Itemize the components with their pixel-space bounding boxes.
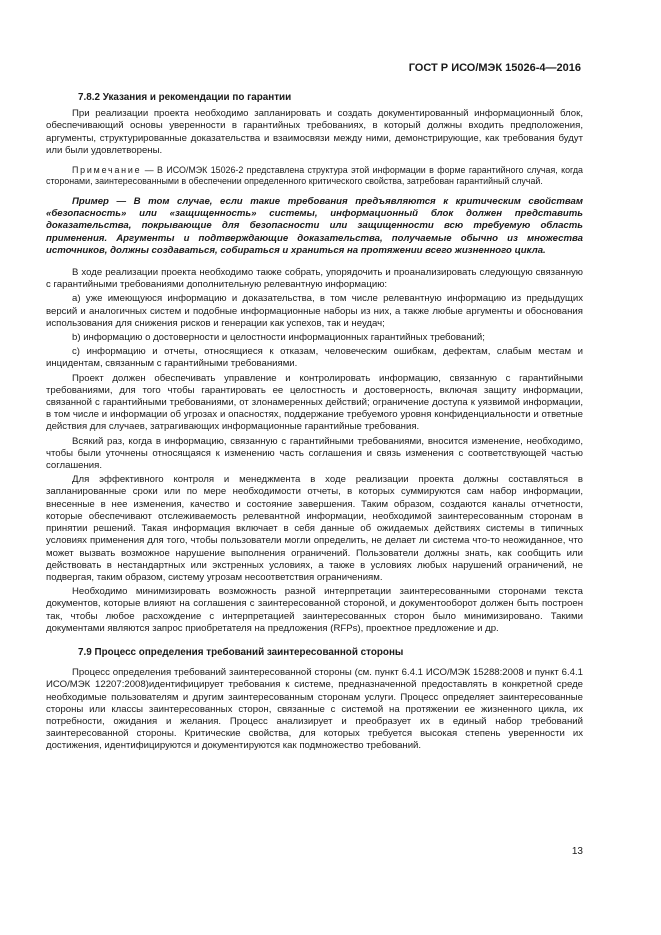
paragraph: Всякий раз, когда в информацию, связанную с гарантийными требованиями, вносится изменение, необходимо, чтобы были уточнены относящаяся к изменению часть соглашения и связь изменения с соответствующей частью соглашения. bbox=[46, 435, 583, 472]
document-body bbox=[46, 92, 583, 755]
paragraph: В ходе реализации проекта необходимо также собрать, упорядочить и проанализировать следующую связанную с гарантийными требованиями дополнительную релевантную информацию: bbox=[46, 267, 583, 291]
list-item-a: a) уже имеющуюся информацию и доказательства, в том числе релевантную информацию из предыдущих версий и аналогичных систем и подобные информационные наборы из них, а также любые аргументы и обоснования использования для снижения рисков и генерации как успехов, так и неудач; bbox=[46, 293, 583, 329]
note bbox=[46, 165, 583, 187]
paragraph: При реализации проекта необходимо запланировать и создать документированный информационный блок, обеспечивающий основы уверенности в гарантийных требованиях, в который должны входить предположения, аргументы, структурированные доказательства и взаимосвязи между ними, демонстрирующие, как требования будут или были удовлетворены. bbox=[46, 108, 583, 156]
document-header: ГОСТ Р ИСО/МЭК 15026-4—2016 bbox=[408, 62, 581, 74]
example bbox=[46, 196, 583, 257]
section-heading-7-8-2: 7.8.2 Указания и рекомендации по гарантии bbox=[78, 92, 292, 103]
list-item-b: b) информацию о достоверности и целостности информационных гарантийных требований; bbox=[72, 332, 485, 344]
page-number: 13 bbox=[571, 846, 583, 857]
paragraph: Для эффективного контроля и менеджмента в ходе реализации проекта должны составляться в запланированные сроки или по мере необходимости отчеты, в которых суммируются сам набор информации, внесенные в нее изменения, качество и состояние завершения. Таким образом, создаются каналы отчетности, которые обеспечивают отслеживаемость релевантной информации, необходимой заинтересованным сторонам в принятии решений. Такая информация включает в себя данные об ожидаемых действиях системы в типичных условиях применения для того, чтобы пользователи могли определить, не делает ли система что-то неожиданное, что может вызвать возможное нарушение выполнения ограничений. Пользователи должны знать, как сообщить или действовать в нестандартных или экстренных условиях, а также в условиях любых нарушений ограничений, не подвергая, таким образом, систему угрозам несоответствия ограничениям. bbox=[46, 474, 583, 583]
list-item-c: c) информацию и отчеты, относящиеся к отказам, человеческим ошибкам, дефектам, слабым местам и инцидентам, связанным с гарантийными требованиями. bbox=[46, 346, 583, 370]
example-label: Пример bbox=[72, 196, 109, 208]
section-heading-7-9: 7.9 Процесс определения требований заинтересованной стороны bbox=[78, 646, 404, 658]
paragraph: Необходимо минимизировать возможность разной интерпретации заинтересованными сторонами текста документов, которые влияют на соглашения с заинтересованной стороной, и документооборот должен быть построен так, чтобы любое расхождение с интерпретацией заинтересованных сторон было минимизировано. Такими документами являются запрос приобретателя на предложения (RFPs), проектное предложение и др. bbox=[46, 586, 583, 634]
paragraph: Проект должен обеспечивать управление и контролировать информацию, связанную с гарантийными требованиями, для того чтобы гарантировать ее целостность и достоверность, включая защиту информации, связанной с гарантийными требованиями, от злонамеренных действий; ограничение доступа к уязвимой информации, в том числе и информации об угрозах и опасностях, поддержание требуемого уровня конфиденциальности и ответные действия для случаев, затрагивающих информационные гарантийные требования. bbox=[46, 372, 583, 433]
example-text: — В том случае, если такие требования предъявляются к критическим свойствам «безопасность» или «защищенность» системы, информационный блок должен представить доказательства, покрывающие для безопасности или защищенности всю требуемую область применения. Аргументы и подтверждающие доказательства, получаемые обычно из множества источников, должны создаваться, собираться и храниться на протяжении всего жизненного цикла. bbox=[46, 196, 583, 256]
paragraph: Процесс определения требований заинтересованной стороны (см. пункт 6.4.1 ИСО/МЭК 15288:2008 и пункт 6.4.1 ИСО/МЭК 12207:2008)идентифицирует требования к системе, предназначенной предоставлять в конкретной среде необходимые пользователям и другим заинтересованным сторонам услуги. Процесс определяет заинтересованные стороны или классы заинтересованных сторон, связанные с системой на протяжении ее жизненного цикла, их потребности, ожидания и желания. Процесс анализирует и преобразует их в единый набор требований заинтересованной стороны. Критические свойства, для которых требуется высокая степень уверенности их достижения, идентифицируются и документируются как подмножество требований. bbox=[46, 667, 583, 752]
note-label: Примечание bbox=[72, 165, 142, 176]
note-text: — В ИСО/МЭК 15026-2 представлена структура этой информации в форме гарантийного случая, когда сторонами, заинтересованными в обеспечении определенного критического свойства, затребован гарантийный случай. bbox=[46, 165, 583, 187]
